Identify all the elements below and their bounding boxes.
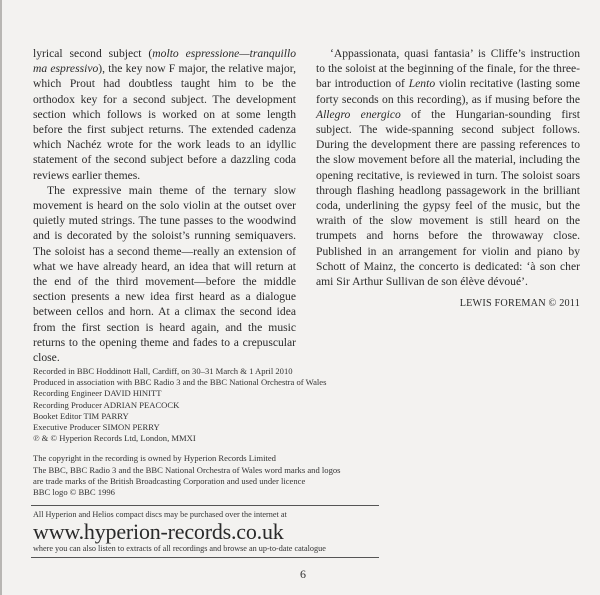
right-column — [316, 46, 580, 311]
left-paragraph-1 — [33, 46, 296, 183]
recording-credits — [33, 366, 363, 498]
text-run: of the Hungarian-sounding first subject. The wide-spanning second subject follows. During the development there are passing references to the slow movement before all the material, including the opening recitative, is reviewed in turn. The soloist soars through flashing headlong passagework in the brilliant coda, underlining the gypsy feel of the music, but the wraith of the slow movement is still heard on the trumpets and horns before the throwaway close. Published in an arrangement for violin and piano by Schott of Mainz, the concerto is dedicated: ‘à son cher ami Sir Arthur Sullivan de son élève dévoué’. — [316, 107, 581, 289]
copyright-line: The BBC, BBC Radio 3 and the BBC National Orchestra of Wales word marks and logos — [33, 464, 341, 475]
page-edge — [0, 0, 2, 595]
credit-line: Produced in association with BBC Radio 3 and the BBC National Orchestra of Wales — [33, 377, 327, 388]
copyright-line: are trade marks of the British Broadcasting Corporation and used under licence — [33, 475, 306, 486]
promo-intro: All Hyperion and Helios compact discs may be purchased over the internet at — [33, 510, 287, 519]
page-number: 6 — [300, 567, 306, 581]
italic-tempo-marking: molto espressione—tranquillo ma espressivo — [33, 47, 296, 76]
text-run: ), the key now F major, the relative major, which Prout had doubtless taught him to be the orthodox key for a second subject. The development section which follows is worked on at some length before the first subject returns. The extended cadenza which Nachéz wrote for the work leads to an idyllic statement of the second subject before a dazzling coda reviews earlier themes. — [33, 62, 297, 182]
promo-outro: where you can also listen to extracts of all recordings and browse an up-to-date catalogue — [33, 544, 326, 553]
text-run: lyrical second subject ( — [33, 47, 153, 60]
copyright-line: BBC logo © BBC 1996 — [33, 487, 115, 498]
text-run: violin recitative (lasting some forty seconds on this recording), as if musing before the — [316, 77, 580, 106]
website-url[interactable]: www.hyperion-records.co.uk — [33, 519, 284, 544]
italic-tempo-marking: Allegro energico — [316, 107, 401, 121]
credit-line: Recording Producer ADRIAN PEACOCK — [33, 399, 180, 410]
credit-line: ℗ & © Hyperion Records Ltd, London, MMXI — [33, 433, 196, 444]
left-column — [33, 46, 296, 365]
credit-line: Recorded in BBC Hoddinott Hall, Cardiff, on 30–31 March & 1 April 2010 — [33, 366, 293, 376]
website-promo-box — [31, 505, 379, 558]
left-paragraph-2: The expressive main theme of the ternary slow movement is heard on the solo violin at the outset over quietly muted strings. The tune passes to the woodwind and is decorated by the soloist’s running semiquavers. The soloist has a second theme—really an extension of what we have already heard, an idea that will return at the end of the third movement—before the middle section presents a new idea first heard as a dialogue between cellos and horn. At a climax the second idea from the first section is heard again, and the music returns to the opening theme and fades to a crepuscular close. — [33, 183, 296, 365]
italic-tempo-marking: Lento — [408, 77, 436, 91]
spacer — [33, 444, 363, 453]
copyright-line: The copyright in the recording is owned by Hyperion Records Limited — [33, 453, 276, 464]
right-paragraph-1 — [316, 46, 580, 289]
author-signature: LEWIS FOREMAN © 2011 — [459, 298, 580, 310]
text-run: ‘Appassionata, quasi fantasia’ is Cliffe’s instruction to the soloist at the beginning of the finale, for the three-bar introduction of — [316, 47, 580, 91]
credit-line: Recording Engineer DAVID HINITT — [33, 388, 162, 399]
credit-line: Executive Producer SIMON PERRY — [33, 422, 160, 433]
credit-line: Booket Editor TIM PARRY — [33, 410, 129, 421]
